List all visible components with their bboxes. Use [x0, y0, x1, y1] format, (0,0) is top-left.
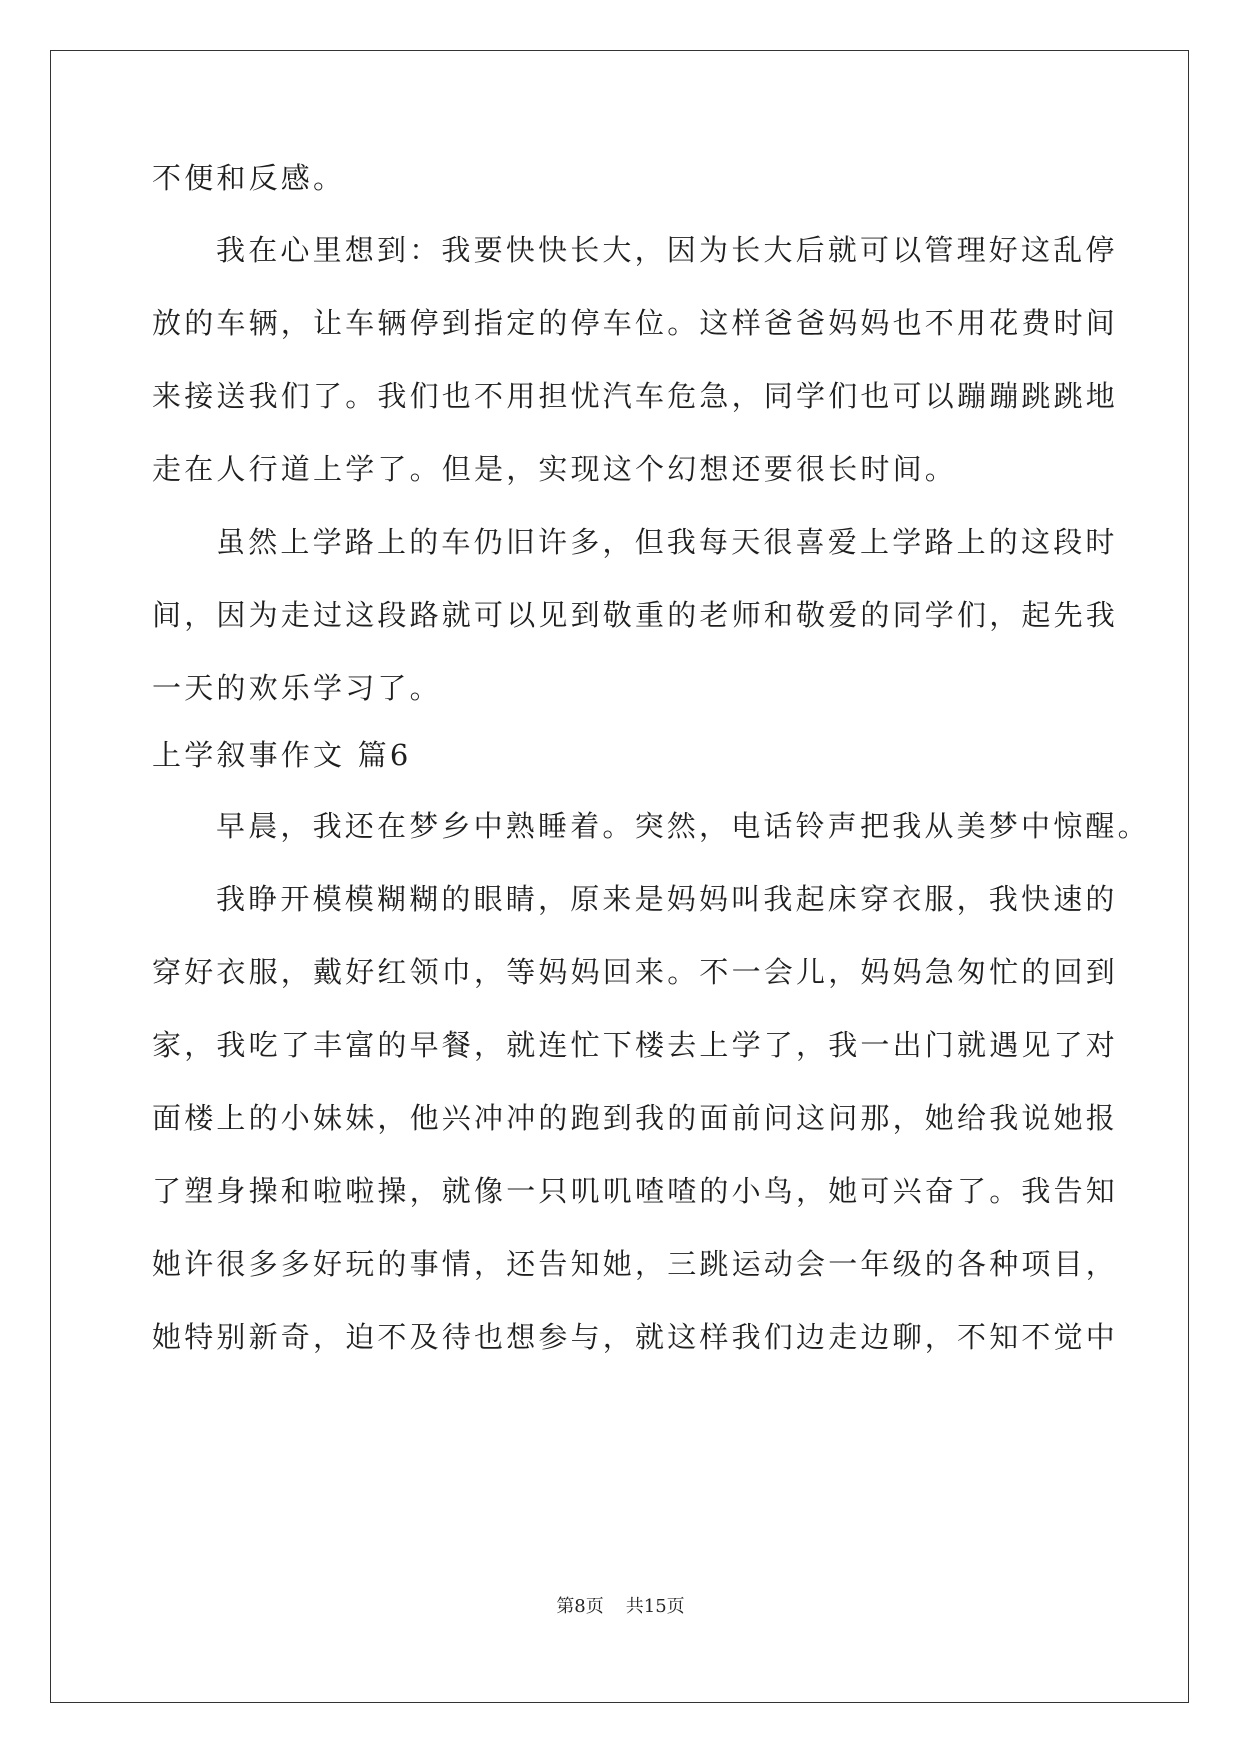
text-line: 了塑身操和啦啦操，就像一只叽叽喳喳的小鸟，她可兴奋了。我告知: [152, 1174, 1119, 1208]
page-number-current: 第8页: [556, 1596, 604, 1617]
text-line: 穿好衣服，戴好红领巾，等妈妈回来。不一会儿，妈妈急匆忙的回到: [152, 955, 1119, 989]
text-line: 我在心里想到：我要快快长大，因为长大后就可以管理好这乱停: [216, 233, 1118, 267]
page-border: [50, 50, 1189, 1703]
section-heading: 上学叙事作文 篇6: [152, 738, 412, 772]
text-line: 放的车辆，让车辆停到指定的停车位。这样爸爸妈妈也不用花费时间: [152, 306, 1119, 340]
text-line: 虽然上学路上的车仍旧许多，但我每天很喜爱上学路上的这段时: [216, 525, 1118, 559]
text-line: 不便和反感。: [152, 161, 346, 195]
text-line: 间，因为走过这段路就可以见到敬重的老师和敬爱的同学们，起先我: [152, 598, 1119, 632]
text-line: 面楼上的小妹妹，他兴冲冲的跑到我的面前问这问那，她给我说她报: [152, 1101, 1119, 1135]
text-line: 家，我吃了丰富的早餐，就连忙下楼去上学了，我一出门就遇见了对: [152, 1028, 1119, 1062]
page-footer: [0, 1592, 1241, 1618]
text-line: 走在人行道上学了。但是，实现这个幻想还要很长时间。: [152, 452, 958, 486]
text-line: 我睁开模模糊糊的眼睛，原来是妈妈叫我起床穿衣服，我快速的: [216, 882, 1118, 916]
text-line: 来接送我们了。我们也不用担忧汽车危急，同学们也可以蹦蹦跳跳地: [152, 379, 1119, 413]
text-line: 她特别新奇，迫不及待也想参与，就这样我们边走边聊，不知不觉中: [152, 1320, 1119, 1354]
text-line: 她许很多多好玩的事情，还告知她，三跳运动会一年级的各种项目，: [152, 1247, 1119, 1281]
text-line: 一天的欢乐学习了。: [152, 671, 442, 705]
page-number-total: 共15页: [625, 1596, 685, 1617]
text-line: 早晨，我还在梦乡中熟睡着。突然，电话铃声把我从美梦中惊醒。: [216, 809, 1150, 843]
